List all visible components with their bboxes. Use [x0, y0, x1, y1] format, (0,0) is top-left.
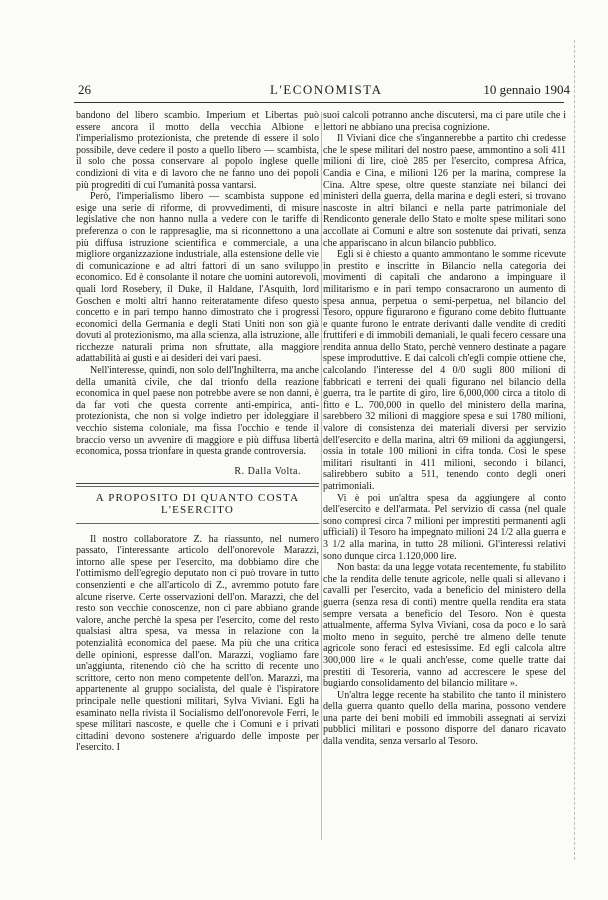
- journal-title: L'ECONOMISTA: [270, 82, 383, 97]
- paragraph: Però, l'imperialismo libero — scambista suppone ed esige una serie di riforme, di provvedimenti, di misure legislative che non hanno nulla a vedere con le tariffe di preferenza o con le rappresaglie, ma si riconnettono a una più diffusa istruzione scientifica e commerciale, a una migliore organizzazione industriale, alla estensione delle vie di comunicazione e ad altri fattori di un sano sviluppo economico. Ed è consolante il notare che uomini autorevoli, quali lord Rosebery, il Duke, il Haldane, l'Asquith, lord Goschen e molti altri hanno reiteratamente difeso questo concetto e in pari tempo hanno dimostrato che i progressi economici della Germania e degli Stati Uniti non son già dovuti al protezionismo, ma alla scienza, alla istruzione, alle ricchezze naturali prima non sfruttate, alla maggiore adattabilità ai gusti e ai desideri dei vari paesi.: [76, 191, 319, 365]
- section-title: A PROPOSITO DI QUANTO COSTA L'ESERCITO: [95, 492, 300, 516]
- header-rule: [74, 102, 564, 103]
- paragraph: Un'altra legge recente ha stabilito che tanto il ministero della guerra quanto quello della marina, possono vendere una parte dei beni mobili ed immobili assegnati ai servizi pubblici militari e possono disporre del danaro ricavato dalla vendita, senza versarlo al Tesoro.: [323, 689, 566, 748]
- left-column: [76, 110, 319, 754]
- paragraph: bandono del libero scambio. Imperium et Libertas può essere ancora il motto della vecchia Albione e l'imperialismo protezionista, che pretende di essere il solo possibile, deve cedere il posto a quello libero — scambista, il solo che possa conservare al popolo inglese quelle condizioni di vita e di lavoro che ne fanno uno dei popoli più progrediti di cui l'umanità possa vantarsi.: [76, 110, 319, 191]
- paragraph: Non basta: da una legge votata recentemente, fu stabilito che la rendita delle tenute agricole, nelle quali si allevano i cavalli per l'esercito, vada a beneficio del ministero della guerra (senza resa di conti) mentre quella rendita era stata sempre versata a beneficio del Tesoro. Non è questa attualmente, afferma Sylva Viviani, cosa da poco e lo sarà molto meno in seguito, perchè tre almeno delle tenute agricole sono feraci ed estesissime. Ed egli calcola altre 300,000 lire « le quali anch'esse, come quelle tratte dai prestiti di Tesoreria, vanno ad accrescere le spese del bugiardo consolidamento del bilancio militare ».: [323, 562, 566, 690]
- paragraph: Il nostro collaboratore Z. ha riassunto, nel numero passato, l'interessante articolo dell'onorevole Marazzi, intorno alle spese per l'esercito, ma dobbiamo dire che l'ottimismo dell'egregio deputato non ci può trovare in tutto consenzienti e che all'articolo di Z., avremmo potuto fare alcune riserve. Certe osservazioni dell'on. Marazzi, che del resto son vecchie conoscenze, non ci pare abbiano grande valore, anche perchè la spesa per l'esercito, come del resto qualsiasi altra spesa, va messa in relazione con la potenzialità economica del paese. Ma più che una critica delle opinioni, espresse dall'on. Marazzi, vogliamo fare un'aggiunta, ritenendo ciò che ha scritto di recente uno scrittore, certo non meno competente dell'on. Marazzi, ma appartenente al gruppo socialista, del quale è l'ispiratore principale nelle questioni militari, Sylva Viviani. Egli ha esaminato nella rivista il Socialismo dell'onorevole Ferri, le spese militari nascoste, e quelle che i Comuni e i privati cittadini devono sostenere a'riguardo delle imposte per l'esercito. I: [76, 533, 319, 754]
- page-number: 26: [78, 82, 91, 97]
- paragraph: Egli si è chiesto a quanto ammontano le somme ricevute in prestito e inscritte in Bilancio nella categoria dei movimenti di capitali che andarono a impinguare il militarismo e in pari tempo consacrarono un aumento di spesa annua, perpetua o semi-perpetua, nel bilancio del Tesoro, oppure figurarono e figurano come debito fluttuante e quante furono le entrate derivanti dalle vendite di crediti fruttiferi e di immobili demaniali, le quali fecero cessare una rendita annua dello Stato, perchè vennero destinate a pagare spese improduttive. E dai calcoli ch'egli compie ottiene che, calcolando l'interesse del 4 0/0 sugli 800 milioni di fabbricati e terreni dei quali figurano nel bilancio della guerra, tra le partite di giro, lire 6,000,000 circa a titolo di fitto e L. 700,000 in quello del ministero della marina, sarebbero 32 milioni di maggiore spesa e sui 1780 milioni, valore di consistenza dei materiali diversi per servizio dell'esercito e della marina, altri 69 milioni da aggiungersi, ossia in totale 100 milioni in cifra tonda. Così le spese militari risultanti in 411 milioni, secondo i bilanci, salirebbero subito a 511, tenendo conto degli oneri patrimoniali.: [323, 249, 566, 492]
- paragraph: Nell'interesse, quindi, non solo dell'Inghilterra, ma anche della umanità civile, che dal trionfo della reazione economica in quel paese non potrebbe avere se non danni, è da far voti che questa corrente anti-empirica, anti-protezionista, che non si volge indietro per idoleggiare il vecchio sistema coloniale, ma fissa l'occhio e tende il braccio verso un avvenire di maggiore e più diffusa libertà economica, possa trionfare in questa grande controversia.: [76, 365, 319, 458]
- column-divider: [321, 112, 322, 840]
- paragraph: Vi è poi un'altra spesa da aggiungere al conto dell'esercito e dell'armata. Pel servizio di cassa (nel quale sono compresi circa 7 milioni per imprestiti permanenti agli ufficiali) il Tesoro ha impegnato milioni 24 1/2 alla guerra e 3 1/2 alla marina, in tutto 28 milioni. Gl'interessi relativi sono dunque circa 1.120,000 lire.: [323, 492, 566, 562]
- page-header: [70, 82, 570, 100]
- right-column: [323, 110, 566, 748]
- author-signature: R. Dalla Volta.: [234, 465, 301, 477]
- paragraph: suoi calcoli potranno anche discutersi, ma ci pare utile che i lettori ne abbiano una precisa cognizione.: [323, 110, 566, 133]
- paragraph: Il Viviani dice che s'ingannerebbe a partito chi credesse che le spese militari del nostro paese, ammontino a soli 411 milioni di lire, cioè 285 per l'esercito, compresa Africa, Candia e Cina, e milioni 126 per la marina, comprese la Cina. Altre spese, oltre queste stanziate nei bilanci dei ministeri della guerra, della marina e degli esteri, si trovano nascoste in altri bilanci e nella parte patrimoniale del Rendiconto generale dello Stato e molte spese militari sono accollate ai Comuni e altre son sostenute dai privati, senza che appariscano in alcun bilancio pubblico.: [323, 133, 566, 249]
- section-rule: [76, 483, 319, 484]
- issue-date: 10 gennaio 1904: [483, 82, 570, 97]
- page-edge-mark: [574, 40, 575, 860]
